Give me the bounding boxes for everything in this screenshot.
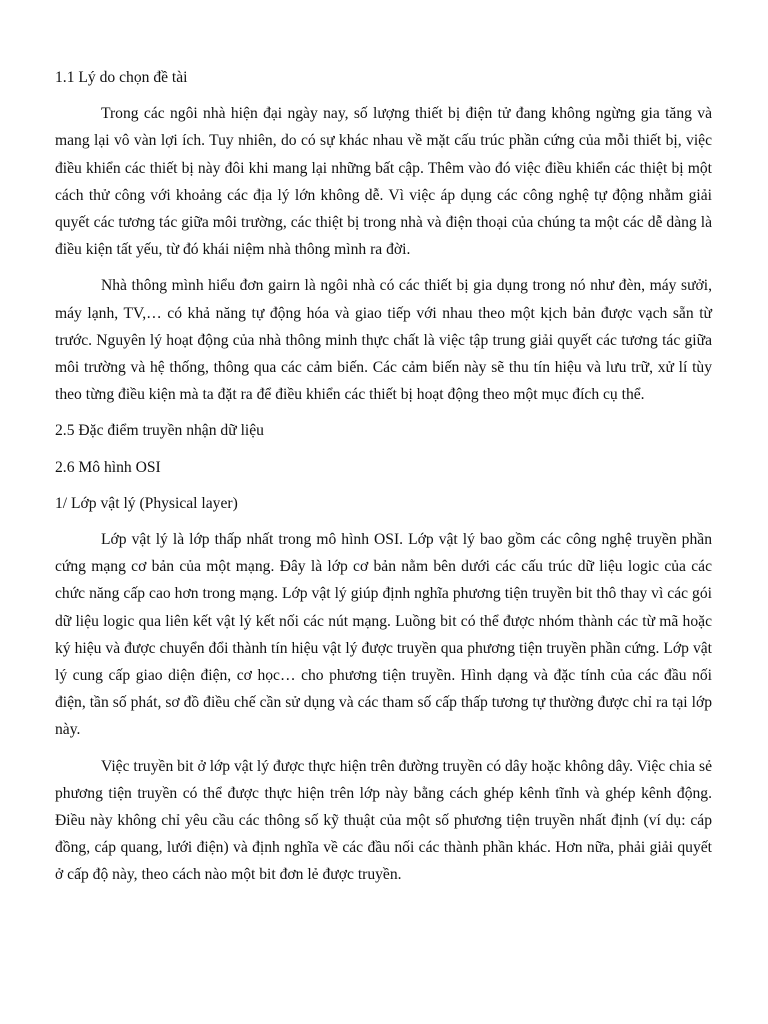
section-2-5-heading: 2.5 Đặc điểm truyền nhận dữ liệu bbox=[55, 422, 264, 440]
document-page bbox=[55, 64, 712, 898]
section-1-1-paragraph-2: Nhà thông mình hiểu đơn gairn là ngôi nhà có các thiết bị gia dụng trong nó như đèn, máy sưởi, máy lạnh, TV,… có khả năng tự động hóa và giao tiếp với nhau theo một kịch bản được vạch sẵn từ trước. Nguyên lý hoạt động của nhà thông minh thực chất là việc tập trung giải quyết các tương tác giữa môi trường và hệ thống, thông qua các cảm biến. Các cảm biến này sẽ thu tín hiệu và lưu trữ, xử lí tùy theo từng điều kiện mà ta đặt ra để điều khiển các thiết bị hoạt động theo một mục đích cụ thể. bbox=[55, 277, 712, 404]
section-2-6-heading: 2.6 Mô hình OSI bbox=[55, 458, 161, 476]
section-1-1-heading: 1.1 Lý do chọn đề tài bbox=[55, 69, 188, 86]
section-1-1-paragraph-1: Trong các ngôi nhà hiện đại ngày nay, số lượng thiết bị điện tử đang không ngừng gia tăng và mang lại vô vàn lợi ích. Tuy nhiên, do có sự khác nhau về mặt cấu trúc phần cứng của mỗi thiết bị, việc điều khiển các thiết bị này đôi khi mang lại những bất cập. Thêm vào đó việc điều khiển các thiệt bị một cách thử công với khoảng các địa lý lớn không dễ. Vì việc áp dụng các công nghệ tự động nhằm giải quyết các tương tác giữa môi trường, các thiệt bị trong nhà và điện thoại của chúng ta một các dễ dàng là điều kiện tất yếu, từ đó khái niệm nhà thông mình ra đời. bbox=[55, 105, 712, 259]
physical-layer-paragraph-1: Lớp vật lý là lớp thấp nhất trong mô hình OSI. Lớp vật lý bao gồm các công nghệ truyền phần cứng mạng cơ bản của một mạng. Đây là lớp cơ bản nằm bên dưới các cấu trúc dữ liệu logic của các chức năng cấp cao hơn trong mạng. Lớp vật lý giúp định nghĩa phương tiện truyền bit thô thay vì các gói dữ liệu logic qua liên kết vật lý kết nối các nút mạng. Luồng bit có thể được nhóm thành các từ mã hoặc ký hiệu và được chuyển đổi thành tín hiệu vật lý được truyền qua phương tiện truyền phần cứng. Lớp vật lý cung cấp giao diện điện, cơ học… cho phương tiện truyền. Hình dạng và đặc tính của các đầu nối điện, tần số phát, sơ đồ điều chế cần sử dụng và các tham số cấp thấp tương tự thường được chỉ ra tại lớp này. bbox=[55, 531, 712, 739]
physical-layer-heading: 1/ Lớp vật lý (Physical layer) bbox=[55, 494, 238, 512]
physical-layer-paragraph-2: Việc truyền bit ở lớp vật lý được thực hiện trên đường truyền có dây hoặc không dây. Việc chia sẻ phương tiện truyền có thể được thực hiện trên lớp này bằng cách ghép kênh tĩnh và ghép kênh động. Điều này không chỉ yêu cầu các thông số kỹ thuật của một số phương tiện truyền nhất định (ví dụ: cáp đồng, cáp quang, lưới điện) và định nghĩa về các đầu nối các thành phần khác. Hơn nữa, phải giải quyết ở cấp độ này, theo cách nào một bit đơn lẻ được truyền. bbox=[55, 757, 712, 884]
